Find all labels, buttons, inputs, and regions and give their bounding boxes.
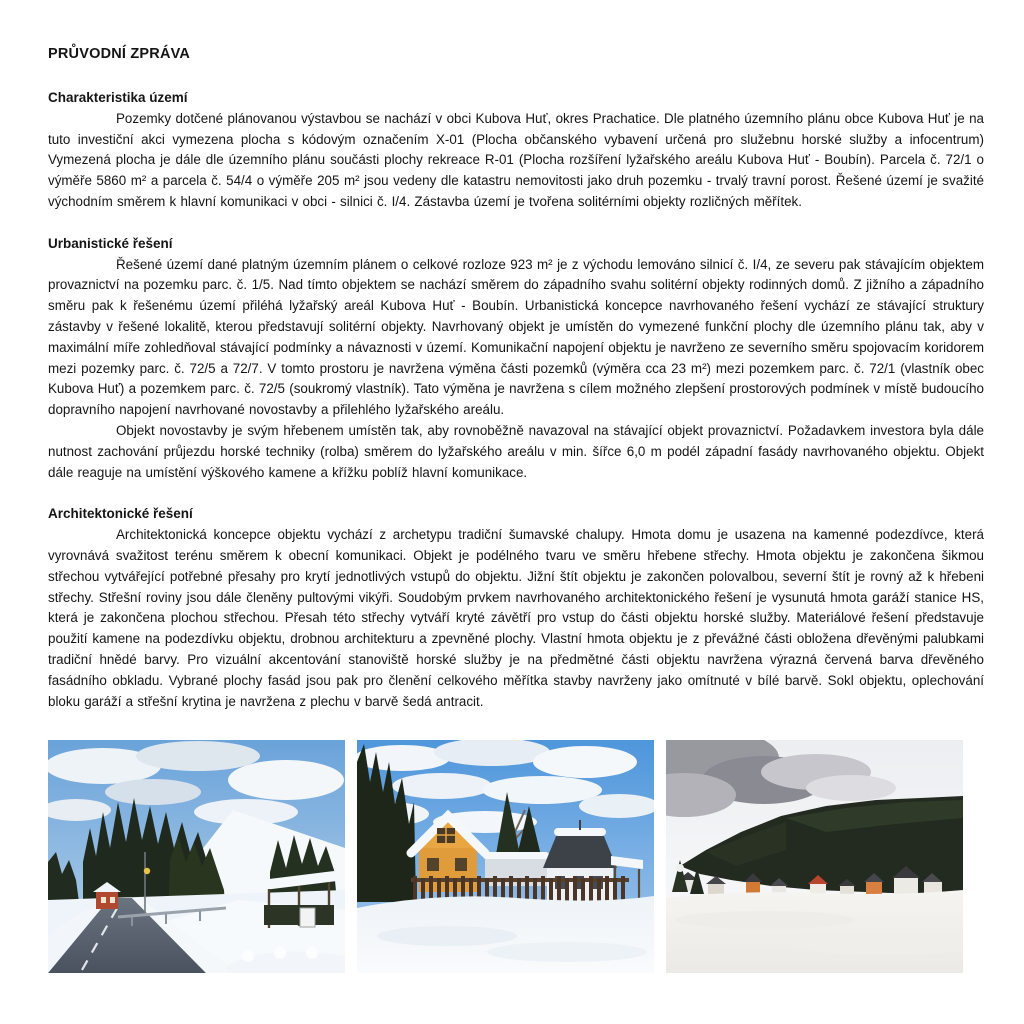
section-urbanisticke-reseni [48, 234, 984, 484]
paragraph: Architektonická koncepce objektu vychází z archetypu tradiční šumavské chalupy. Hmota domu je usazena na kamenné podezdívce, která vyrovnává svažitost terénu směrem k obecní komunikaci. Objekt je podélného tvaru ve směru hřebene střechy. Hmota objektu je zakončena šikmou střechou vytvářející potřebné přesahy pro krytí jednotlivých vstupů do objektu. Jižní štít objektu je zakončen polovalbou, severní štít je rovný až k hřebeni střechy. Střešní roviny jsou dále členěny pultovými vikýři. Soudobým prvkem navrhovaného architektonického řešení je vysunutá hmota garáží stanice HS, která je zakončena plochou střechou. Přesah této střechy vytváří kryté závětří pro vstup do části objektu horské služby. Materiálové řešení představuje použití kamene na podezdívku objektu, drobnou architekturu a zpevněné plochy. Vlastní hmota objektu je z převážné části obložena dřevěnými palubkami tradiční hnědé barvy. Pro vizuální akcentování stanoviště horské služby je na předmětné části objektu navržena výrazná červená barva dřevěného fasádního obkladu. Vybrané plochy fasád jsou pak pro členění celkového měřítka stavby navrženy jako omítnuté v bílé barvě. Sokl objektu, oplechování bloku garáží a střešní krytina je navržena z plechu v barvě šedá antracit. [48, 527, 984, 709]
section-charakteristika-uzemi [48, 88, 984, 213]
paragraph: Pozemky dotčené plánovanou výstavbou se nachází v obci Kubova Huť, okres Prachatice. Dle platného územního plánu obce Kubova Huť je na tuto investiční akci vymezena plocha s kódovým označením X-01 (Plocha občanského vybavení určená pro služebnu horské služby a infocentrum) Vymezená plocha je dále dle územního plánu součásti plochy rekreace R-01 (Plocha rozšíření lyžařského areálu Kubova Huť - Boubín). Parcela č. 72/1 o výměře 5860 m² a parcela č. 54/4 o výměře 205 m² jsou vedeny dle katastru nemovitosti jako druh pozemku - trvalý travní porost. Řešené území je svažité východním směrem k hlavní komunikaci v obci - silnici č. I/4. Zástavba území je tvořena solitérními objekty rozličných měřítek. [48, 110, 984, 209]
section-heading: Architektonické řešení [48, 506, 193, 522]
paragraph: Objekt novostavby je svým hřebenem umístěn tak, aby rovnoběžně navazoval na stávající objekt provaznictví. Požadavkem investora byla dále nutnost zachování průjezdu horské techniky (rolba) směrem do lyžařského areálu v min. šířce 6,0 m podél západní fasády navrhovaného objektu. Objekt dále reaguje na umístění výškového kamene a křížku poblíž hlavní komunikace. [48, 422, 984, 480]
section-heading: Urbanistické řešení [48, 235, 173, 251]
section-heading: Charakteristika území [48, 90, 188, 105]
section-architektonicke-reseni [48, 504, 984, 712]
photo-winter-road-through-village [48, 740, 345, 973]
photo-yellow-house-in-snow [357, 740, 654, 973]
photo-village-panorama [666, 740, 963, 973]
paragraph: Řešené území dané platným územním plánem o celkové rozloze 923 m² je z východu lemováno silnicí č. I/4, ze severu pak stávajícím objektem provaznictví na pozemku parc. č. 1/5. Nad tímto objektem se nachází směrem do západního svahu solitérní objekty rodinných domů. Z jižního a západního směru pak k řešenému území přiléhá lyžařský areál Kubova Huť - Boubín. Urbanistická koncepce navrhovaného řešení vychází ze stávající struktury zástavby v řešené lokalitě, kterou představují solitérní objekty. Navrhovaný objekt je umístěn do vymezené funkční plochy dle územního plánu tak, aby v maximální míře zohledňoval stávající podmínky a návaznosti v území. Komunikační napojení objektu je navrženo ze severního směru spojovacím koridorem mezi pozemky parc. č. 72/5 a 72/7. V tomto prostoru je navržena výměna části pozemků (výměra cca 23 m²) mezi pozemkem parc. č. 72/1 (vlastník obec Kubova Huť) a pozemkem parc. č. 72/5 (soukromý vlastník). Tato výměna je navržena s cílem možného zlepšení prostorových podmínek v místě budoucího dopravního napojení navrhované novostavby a přilehlého lyžařského areálu. [48, 256, 984, 418]
page-title: PRŮVODNÍ ZPRÁVA [48, 46, 191, 62]
photo-row [48, 740, 984, 973]
